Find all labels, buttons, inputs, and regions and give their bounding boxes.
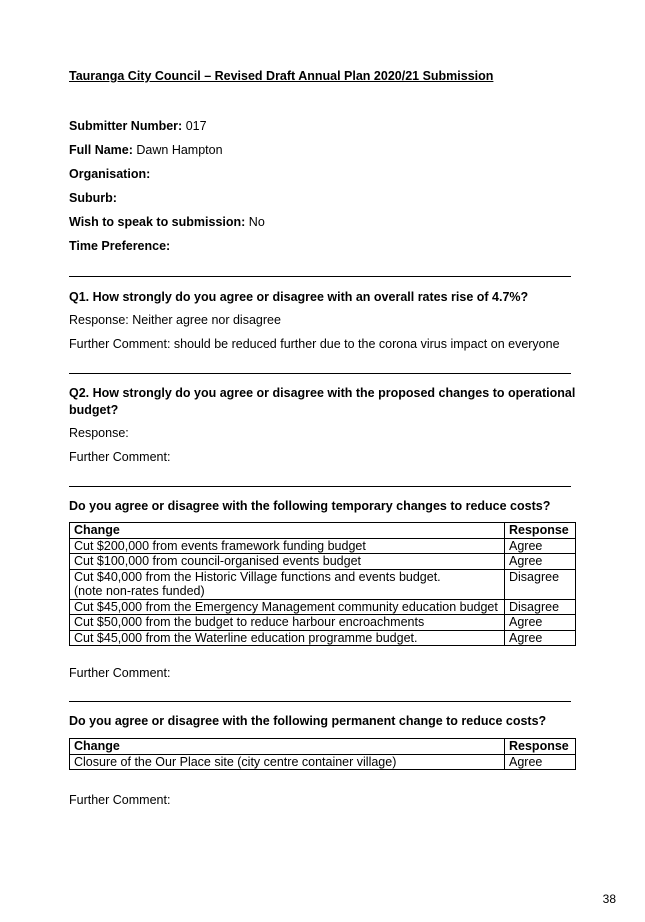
time-preference-field — [69, 239, 170, 253]
table-row — [70, 538, 576, 554]
response-header: Response — [505, 739, 576, 755]
change-cell: Closure of the Our Place site (city centre container village) — [70, 754, 505, 770]
divider — [69, 373, 571, 374]
divider — [69, 486, 571, 487]
table-row — [70, 569, 576, 599]
change-cell: Cut $50,000 from the budget to reduce harbour encroachments — [70, 615, 505, 631]
response-cell: Agree — [505, 538, 576, 554]
change-cell: Cut $45,000 from the Waterline education programme budget. — [70, 630, 505, 646]
suburb-label: Suburb: — [69, 191, 117, 205]
submitter-number-field — [69, 119, 207, 133]
response-cell: Agree — [505, 630, 576, 646]
response-cell: Disagree — [505, 569, 576, 599]
q2-comment: Further Comment: — [69, 450, 171, 464]
organisation-label: Organisation: — [69, 167, 151, 181]
q2-question: Q2. How strongly do you agree or disagree with the proposed changes to operational budget? — [69, 386, 576, 417]
permanent-comment: Further Comment: — [69, 793, 171, 807]
change-header: Change — [70, 739, 505, 755]
change-header: Change — [70, 523, 505, 539]
response-header: Response — [505, 523, 576, 539]
table-row — [70, 599, 576, 615]
change-cell — [70, 569, 505, 599]
response-cell: Disagree — [505, 599, 576, 615]
q1-response: Response: Neither agree nor disagree — [69, 313, 281, 327]
temporary-changes-table — [69, 522, 576, 646]
table-header-row — [70, 523, 576, 539]
change-cell: Cut $100,000 from council-organised events budget — [70, 554, 505, 570]
table-row — [70, 554, 576, 570]
table-row — [70, 615, 576, 631]
q2-response: Response: — [69, 426, 129, 440]
speak-value: No — [248, 215, 265, 229]
submitter-number-value: 017 — [185, 119, 207, 133]
document-title: Tauranga City Council – Revised Draft Annual Plan 2020/21 Submission — [69, 69, 494, 83]
suburb-field — [69, 191, 117, 205]
full-name-label: Full Name: — [69, 143, 133, 157]
divider — [69, 701, 571, 702]
speak-field — [69, 215, 265, 229]
q1-question: Q1. How strongly do you agree or disagree with an overall rates rise of 4.7%? — [69, 290, 529, 304]
change-cell-text: Cut $40,000 from the Historic Village functions and events budget. — [74, 569, 441, 584]
response-cell: Agree — [505, 615, 576, 631]
response-cell: Agree — [505, 754, 576, 770]
response-cell: Agree — [505, 554, 576, 570]
temporary-comment: Further Comment: — [69, 666, 171, 680]
page-number: 38 — [602, 892, 616, 906]
table-row — [70, 630, 576, 646]
permanent-changes-table — [69, 738, 576, 770]
time-preference-label: Time Preference: — [69, 239, 171, 253]
full-name-field — [69, 143, 223, 157]
organisation-field — [69, 167, 150, 181]
speak-label: Wish to speak to submission: — [69, 215, 246, 229]
table-header-row — [70, 739, 576, 755]
change-cell: Cut $200,000 from events framework funding budget — [70, 538, 505, 554]
change-cell: Cut $45,000 from the Emergency Management community education budget — [70, 599, 505, 615]
permanent-question: Do you agree or disagree with the following permanent change to reduce costs? — [69, 714, 547, 728]
temporary-question: Do you agree or disagree with the following temporary changes to reduce costs? — [69, 499, 551, 513]
submitter-number-label: Submitter Number: — [69, 119, 183, 133]
table-row — [70, 754, 576, 770]
q1-comment: Further Comment: should be reduced further due to the corona virus impact on everyone — [69, 337, 560, 351]
change-cell-note: (note non-rates funded) — [74, 584, 205, 598]
divider — [69, 276, 571, 277]
full-name-value: Dawn Hampton — [136, 143, 223, 157]
